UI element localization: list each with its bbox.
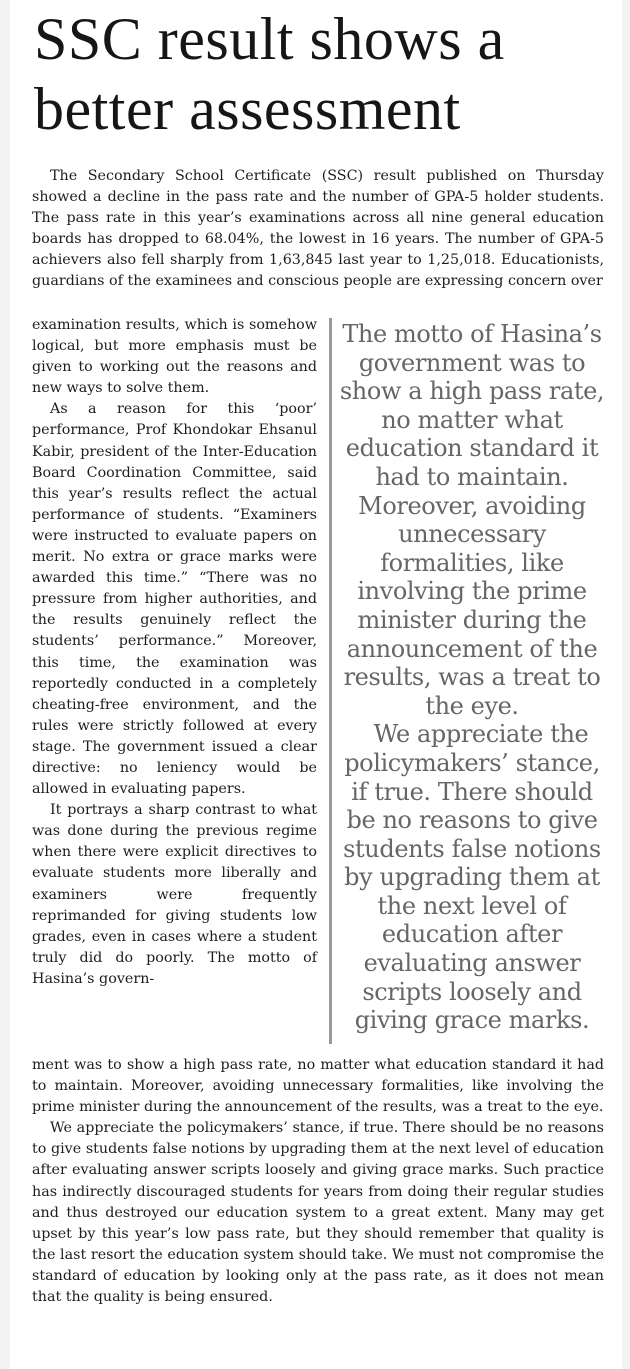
paragraph-4: We appreciate the policymakers’ stance, if true. There should be no reasons to give students false notions by upgrading them at the next level of education after evaluating answer scripts loosely and giving grace marks. Such practice has indirectly discouraged students for years from doing their regular studies and thus destroyed our education system to a great extent. Many may get upset by this year’s low pass rate, but they should remember that quality is the last resort the education system should take. We must not compromise the standard of education by looking only at the pass rate, as it does not mean that the quality is being ensured. [32,1120,604,1306]
paragraph-3: It portrays a sharp contrast to what was done during the previous regime when there were explicit directives to evaluate students more liberally and examiners were frequently reprimanded for giving students low grades, even in cases where a student truly did do poorly. The motto of Hasina’s govern- [32,802,317,987]
paragraph-1: The Secondary School Certificate (SSC) result published on Thursday showed a decline in the pass rate and the number of GPA-5 holder students. The pass rate in this year’s examinations across all nine general education boards has dropped to 68.04%, the lowest in 16 years. The number of GPA-5 achievers also fell sharply from 1,63,845 last year to 1,25,018. Educationists, guardians of the examinees and conscious people are expressing concern over [32,168,604,290]
headline-line-2: better assessment [34,76,461,142]
paragraph-2: As a reason for this ‘poor’ performance, Prof Khondokar Ehsanul Kabir, president of the Inter-Education Board Coordination Committee, said this year’s results reflect the actual performance of students. “Examiners were instructed to evaluate papers on merit. No extra or grace marks were awarded this time.” “There was no pressure from higher authorities, and the results genuinely reflect the students’ performance.” Moreover, this time, the examination was reportedly conducted in a completely cheating-free environment, and the rules were strictly followed at every stage. The government issued a clear directive: no leniency would be allowed in evaluating papers. [32,401,317,798]
article-closing [32,1055,604,1308]
headline [34,4,614,144]
headline-line-1: SSC result shows a [34,6,505,72]
pull-quote-part-1: The motto of Hasina’s government was to show a high pass rate, no matter what education standard it had to maintain. Moreover, avoiding unnecessary formalities, like involving the prime minister during the announcement of the results, was a treat to the eye. [339,320,605,720]
paragraph-1-continued: examination results, which is somehow logical, but more emphasis must be given to working out the reasons and new ways to solve them. [32,317,317,397]
paragraph-3-continued: ment was to show a high pass rate, no matter what education standard it had to maintain. Moreover, avoiding unnecessary formalities, like involving the prime minister during the announcement of the results, was a treat to the eye. [32,1057,604,1116]
article-intro [32,166,604,293]
pull-quote-part-2: We appreciate the policymakers’ stance, if true. There should be no reasons to give students false notions by upgrading them at the next level of education after evaluating answer scripts loosely and giving grace marks. [343,720,601,1035]
pull-quote [337,320,607,1035]
article-narrow-column [32,315,317,990]
pull-quote-rule [329,318,332,1044]
